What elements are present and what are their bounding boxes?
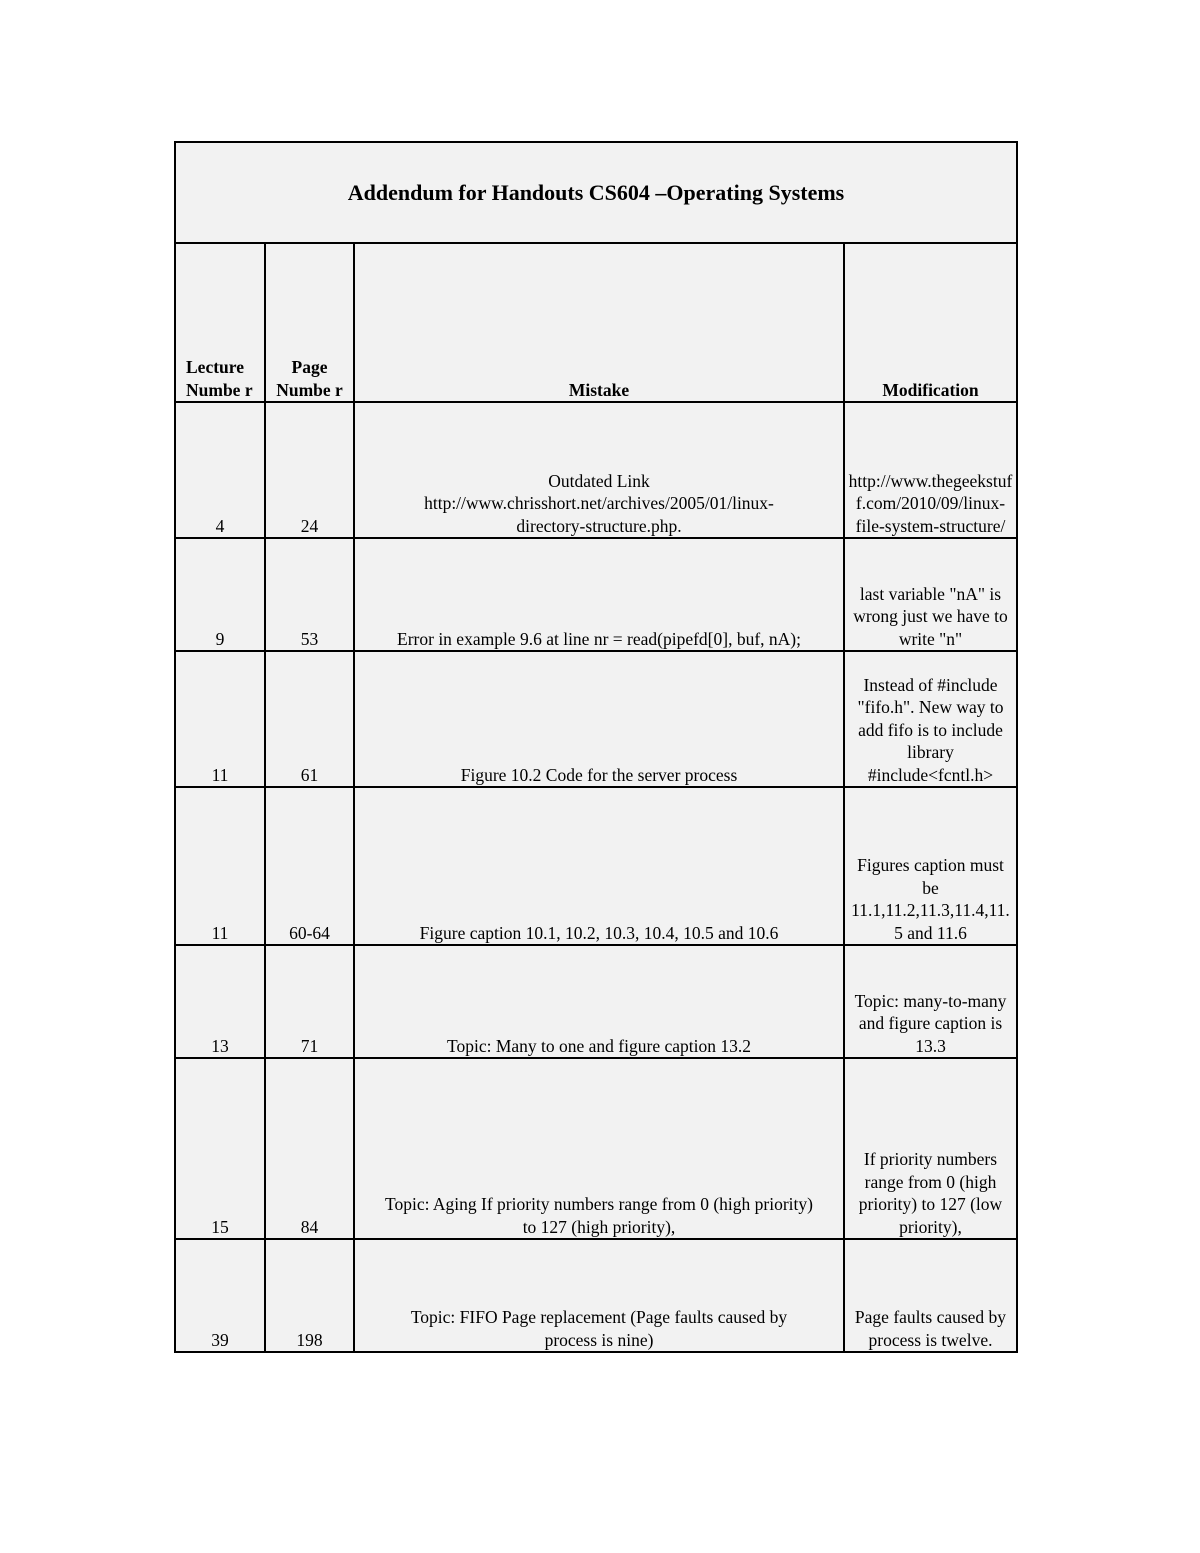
page-cell: 61: [265, 651, 354, 787]
table-row: [176, 538, 1016, 651]
mistake-cell: Topic: FIFO Page replacement (Page faults caused by process is nine): [354, 1239, 844, 1351]
addendum-table: [176, 244, 1016, 1351]
mistake-cell: Outdated Link http://www.chrisshort.net/archives/2005/01/linux-directory-structure.php.: [354, 402, 844, 538]
modification-cell: If priority numbers range from 0 (high priority) to 127 (low priority),: [844, 1058, 1016, 1239]
mistake-cell: Topic: Aging If priority numbers range from 0 (high priority) to 127 (high priority),: [354, 1058, 844, 1239]
modification-cell: Instead of #include "fifo.h". New way to add fifo is to include library #include<fcntl.h>: [844, 651, 1016, 787]
page-cell: 71: [265, 945, 354, 1058]
mistake-cell: Topic: Many to one and figure caption 13.2: [354, 945, 844, 1058]
page-cell: 198: [265, 1239, 354, 1351]
page-number-header: Page Numbe r: [265, 244, 354, 402]
table-row: [176, 787, 1016, 945]
table-row: [176, 1239, 1016, 1351]
document-title: Addendum for Handouts CS604 –Operating Systems: [176, 143, 1016, 244]
page-cell: 84: [265, 1058, 354, 1239]
modification-cell: last variable "nA" is wrong just we have to write "n": [844, 538, 1016, 651]
mistake-header: Mistake: [354, 244, 844, 402]
addendum-sheet: [174, 141, 1018, 1353]
modification-header: Modification: [844, 244, 1016, 402]
lecture-cell: 11: [176, 651, 265, 787]
modification-cell: http://www.thegeekstuff.com/2010/09/linux-file-system-structure/: [844, 402, 1016, 538]
mistake-cell: Figure 10.2 Code for the server process: [354, 651, 844, 787]
lecture-cell: 11: [176, 787, 265, 945]
page-cell: 60-64: [265, 787, 354, 945]
table-row: [176, 402, 1016, 538]
mistake-cell: Error in example 9.6 at line nr = read(pipefd[0], buf, nA);: [354, 538, 844, 651]
lecture-cell: 13: [176, 945, 265, 1058]
lecture-cell: 39: [211, 1329, 229, 1350]
modification-cell: Page faults caused by process is twelve.: [844, 1239, 1016, 1351]
page-cell: 24: [265, 402, 354, 538]
page-cell: 53: [265, 538, 354, 651]
lecture-cell: 15: [176, 1058, 265, 1239]
modification-cell: Figures caption must be 11.1,11.2,11.3,11.4,11.5 and 11.6: [844, 787, 1016, 945]
table-row: [176, 651, 1016, 787]
mistake-cell: Figure caption 10.1, 10.2, 10.3, 10.4, 10.5 and 10.6: [354, 787, 844, 945]
table-row: [176, 1058, 1016, 1239]
modification-cell: Topic: many-to-many and figure caption is 13.3: [844, 945, 1016, 1058]
table-row: [176, 945, 1016, 1058]
lecture-number-header: Lecture Numbe r: [176, 244, 265, 402]
lecture-cell: 9: [176, 538, 265, 651]
lecture-cell: 4: [176, 402, 265, 538]
header-row: [176, 244, 1016, 402]
